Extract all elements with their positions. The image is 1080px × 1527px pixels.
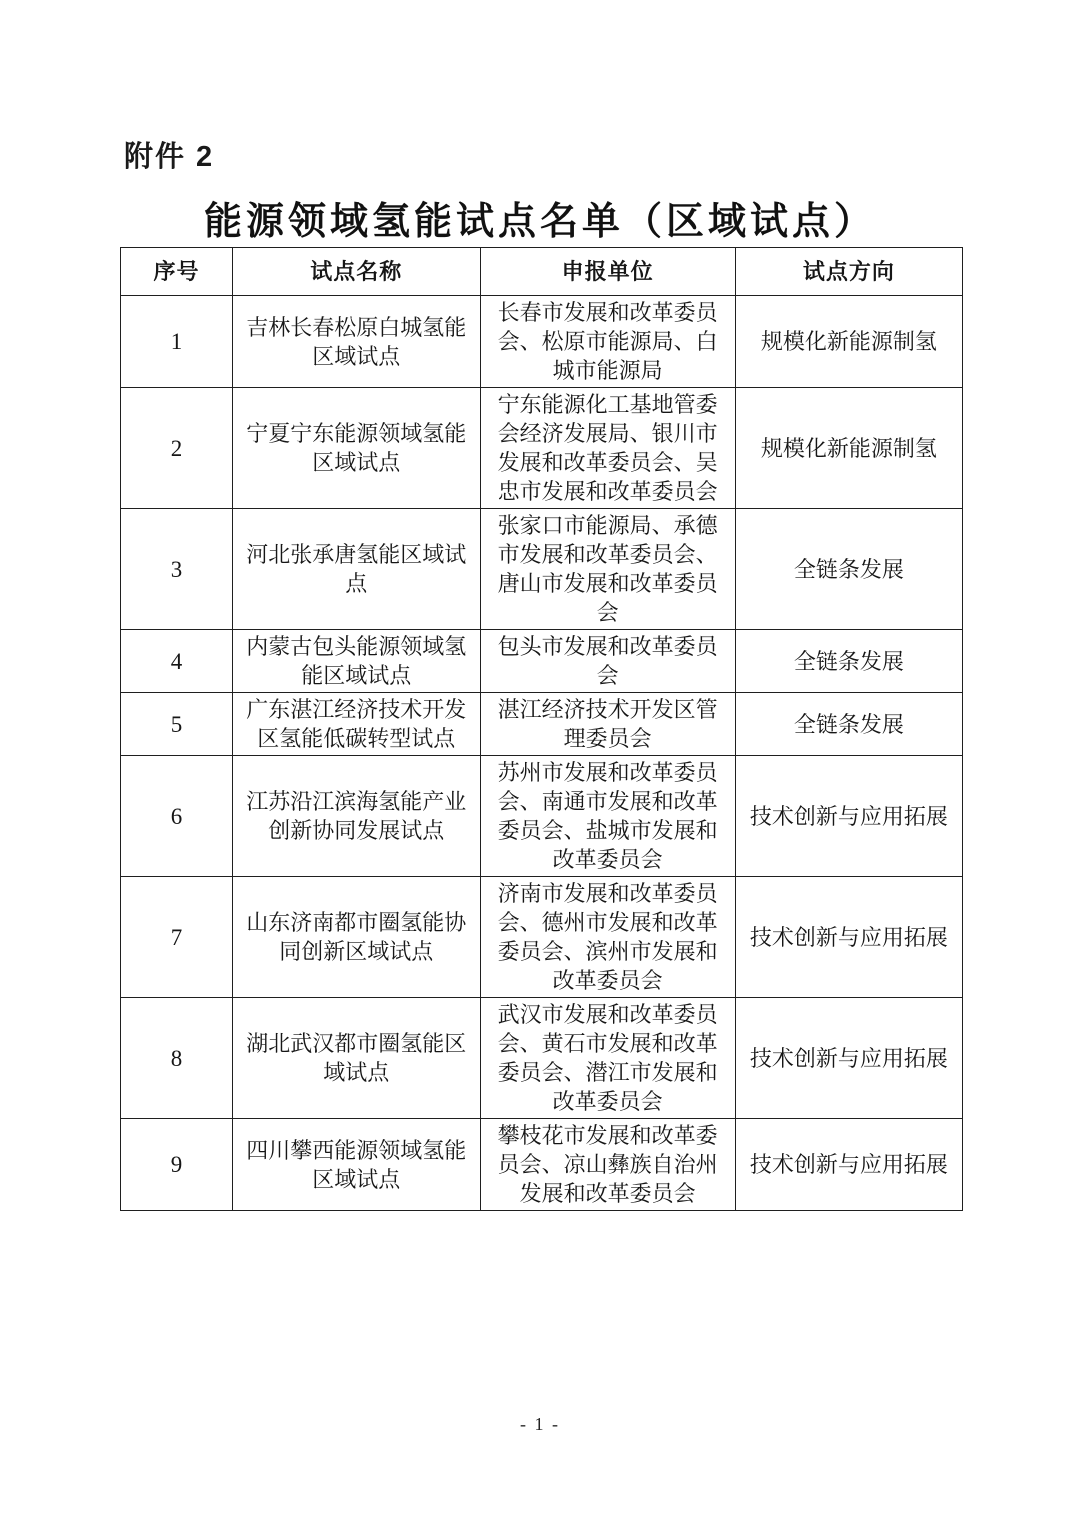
row-number-cell: 9 — [121, 1119, 233, 1211]
row-number-cell: 1 — [121, 296, 233, 388]
row-number-cell: 6 — [121, 756, 233, 877]
pilot-name-cell: 内蒙古包头能源领域氢能区域试点 — [232, 630, 480, 693]
direction-cell: 规模化新能源制氢 — [735, 388, 962, 509]
direction-cell: 全链条发展 — [735, 693, 962, 756]
applicant-cell: 宁东能源化工基地管委会经济发展局、银川市发展和改革委员会、吴忠市发展和改革委员会 — [480, 388, 735, 509]
applicant-cell: 济南市发展和改革委员会、德州市发展和改革委员会、滨州市发展和改革委员会 — [480, 877, 735, 998]
direction-cell: 全链条发展 — [735, 630, 962, 693]
table-row — [121, 296, 963, 388]
row-number-cell: 8 — [121, 998, 233, 1119]
row-number-cell: 3 — [121, 509, 233, 630]
pilot-name-cell: 四川攀西能源领域氢能区域试点 — [232, 1119, 480, 1211]
row-number-cell: 7 — [121, 877, 233, 998]
table-row — [121, 509, 963, 630]
pilot-name-cell: 山东济南都市圈氢能协同创新区域试点 — [232, 877, 480, 998]
pilot-name-cell: 江苏沿江滨海氢能产业创新协同发展试点 — [232, 756, 480, 877]
row-number-cell: 5 — [121, 693, 233, 756]
attachment-label: 附件 2 — [124, 141, 215, 173]
document-title: 能源领域氢能试点名单（区域试点） — [203, 201, 876, 243]
table-row — [121, 630, 963, 693]
table-row — [121, 756, 963, 877]
direction-cell: 技术创新与应用拓展 — [735, 998, 962, 1119]
table-row — [121, 693, 963, 756]
applicant-cell: 包头市发展和改革委员会 — [480, 630, 735, 693]
direction-cell: 技术创新与应用拓展 — [735, 756, 962, 877]
row-number-cell: 2 — [121, 388, 233, 509]
row-number-cell: 4 — [121, 630, 233, 693]
header-no: 序号 — [121, 248, 233, 296]
table-row — [121, 388, 963, 509]
header-pilot-name: 试点名称 — [232, 248, 480, 296]
direction-cell: 技术创新与应用拓展 — [735, 1119, 962, 1211]
applicant-cell: 长春市发展和改革委员会、松原市能源局、白城市能源局 — [480, 296, 735, 388]
pilot-name-cell: 宁夏宁东能源领域氢能区域试点 — [232, 388, 480, 509]
direction-cell: 全链条发展 — [735, 509, 962, 630]
direction-cell: 技术创新与应用拓展 — [735, 877, 962, 998]
table-row — [121, 1119, 963, 1211]
direction-cell: 规模化新能源制氢 — [735, 296, 962, 388]
pilot-name-cell: 吉林长春松原白城氢能区域试点 — [232, 296, 480, 388]
table-row — [121, 998, 963, 1119]
applicant-cell: 湛江经济技术开发区管理委员会 — [480, 693, 735, 756]
page-number: - 1 - — [520, 1414, 560, 1434]
header-direction: 试点方向 — [735, 248, 962, 296]
header-applicant: 申报单位 — [480, 248, 735, 296]
applicant-cell: 苏州市发展和改革委员会、南通市发展和改革委员会、盐城市发展和改革委员会 — [480, 756, 735, 877]
pilot-name-cell: 广东湛江经济技术开发区氢能低碳转型试点 — [232, 693, 480, 756]
table-row — [121, 877, 963, 998]
pilot-name-cell: 湖北武汉都市圈氢能区域试点 — [232, 998, 480, 1119]
applicant-cell: 张家口市能源局、承德市发展和改革委员会、唐山市发展和改革委员会 — [480, 509, 735, 630]
table-header-row — [121, 248, 963, 296]
applicant-cell: 攀枝花市发展和改革委员会、凉山彝族自治州发展和改革委员会 — [480, 1119, 735, 1211]
pilot-list-table — [120, 247, 963, 1211]
pilot-name-cell: 河北张承唐氢能区域试点 — [232, 509, 480, 630]
applicant-cell: 武汉市发展和改革委员会、黄石市发展和改革委员会、潜江市发展和改革委员会 — [480, 998, 735, 1119]
